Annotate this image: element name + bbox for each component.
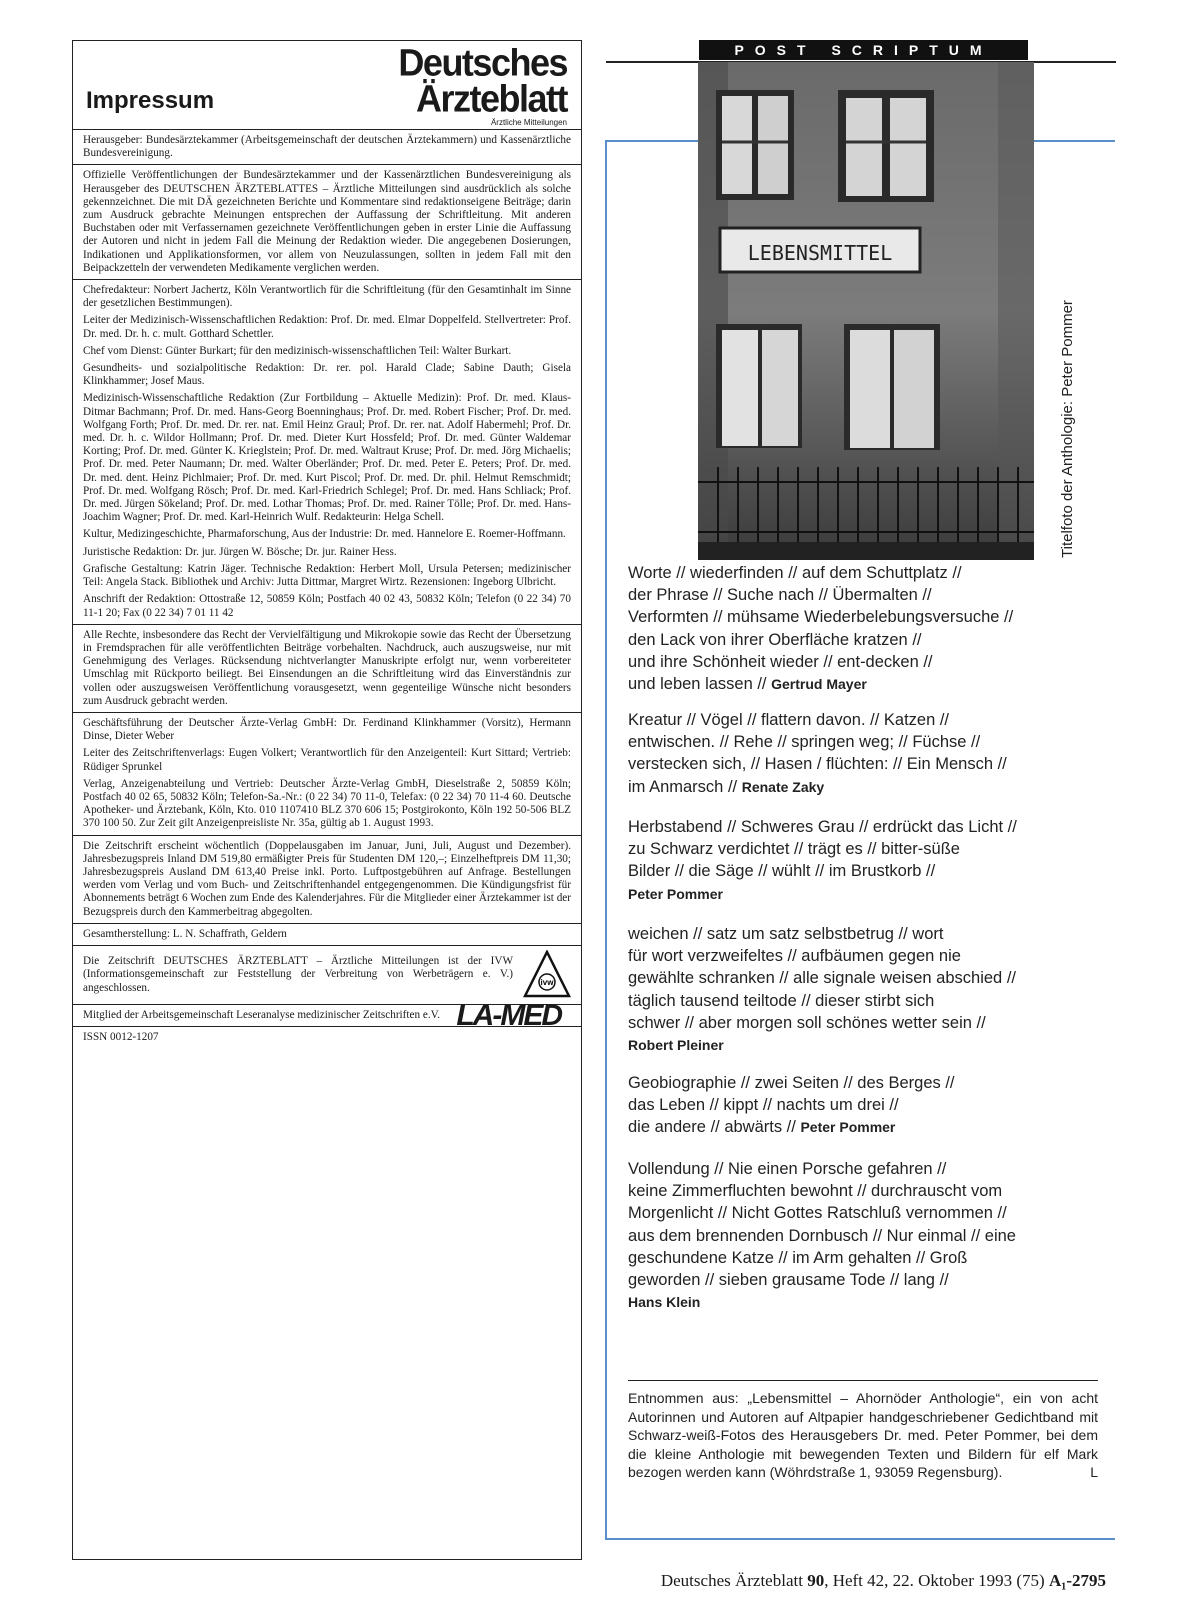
impressum-box (72, 40, 582, 1560)
sign-text: LEBENSMITTEL (747, 241, 893, 265)
subscription-text: Die Zeitschrift erscheint wöchentlich (Doppelausgaben im Januar, Juni, Juli, August und Dezember). Jahresbezugspreis Inland DM 519,80 ermäßigter Preis für Studenten DM 120,–; Einzelheftpreis DM 11,30; Jahresbezugspreis Ausland DM 613,40 Preise inkl. Porto. Luftpostgebühren auf Anfrage. Bestellungen werden vom Verlag und vom Buch- und Zeitschriftenhandel entgegengenommen. Die Kündigungsfrist für Abonnements beträgt 6 Wochen zum Ende des Kalenderjahres. Für die Mitglieder einer Ärztekammer ist der Bezugspreis durch den Kammerbeitrag abgegolten. (83, 839, 571, 918)
poem-line: täglich tausend teiltode // dieser stirbt sich (628, 991, 935, 1010)
lamed-text: Mitglied der Arbeitsgemeinschaft Leseranalyse medizinischer Zeitschriften e.V. (83, 1008, 441, 1021)
logo-subtitle: Ärztliche Mitteilungen (490, 118, 567, 127)
editorial-paragraph: Leiter der Medizinisch-Wissenschaftlichen Redaktion: Prof. Dr. med. Elmar Doppelfeld. Stellvertreter: Prof. Dr. med. Dr. h. c. mult. Gotthard Schettler. (83, 314, 571, 340)
footer-volume: 90 (807, 1571, 825, 1590)
editorial-paragraph: Medizinisch-Wissenschaftliche Redaktion (Zur Fortbildung – Aktuelle Medizin): Prof. Dr. med. Klaus-Ditmar Bachmann; Prof. Dr. med. Hans-Georg Boenninghaus; Prof. Dr. med. Robert Fischer; Prof. Dr. med. Wolfgang Forth; Prof. Dr. med. Dr. rer. nat. Emil Heinz Graul; Prof. Dr. rer. nat. Adolf Habermehl; Prof. Dr. med. Dr. h. c. Wildor Hollmann; Prof. Dr. med. Dieter Kurt Hossfeld; Prof. Dr. med. Günter Waldemar Korting; Prof. Dr. med. Günter K. Krieglstein; Prof. Dr. med. Waltraut Kruse; Prof. Dr. med. Jörg Michaelis; Prof. Dr. med. Peter Naumann; Dr. med. Walter Oberländer; Prof. Dr. med. Peter E. Peters; Prof. Dr. med. Dr. med. dent. Heinz Pichlmaier; Prof. Dr. med. Kurt Piscol; Prof. Dr. med. Dr. phil. Helmut Remschmidt; Prof. Dr. med. Wolfgang Rösch; Prof. Dr. med. Karl-Friedrich Schlegel; Prof. Dr. med. Hans Schliack; Prof. Dr. med. Jürgen Sökeland; Prof. Dr. med. Lothar Thomas; Prof. Dr. med. Rainer Tölle; Prof. Dr. med. Hans-Joachim Wagner; Prof. Dr. med. Karl-Heinrich Wulf. Redakteurin: Helga Schell. (83, 392, 571, 524)
impressum-title: Impressum (86, 87, 215, 114)
poem-last-line (628, 776, 1098, 798)
poem-line: Bilder // die Säge // wühlt // im Brustkorb // (628, 862, 936, 881)
ivw-logo-text: ivw (540, 977, 554, 987)
poem-line: das Leben // kippt // nachts um drei // (628, 1096, 899, 1115)
poem-author: Hans Klein (628, 1294, 701, 1311)
cover-photo (698, 62, 1034, 560)
poem-line: verstecken sich, // Hasen / flüchten: // Ein Mensch // (628, 755, 1007, 774)
ivw-section (73, 946, 581, 1005)
poem-line: Kreatur // Vögel // flattern davon. // Katzen // (628, 711, 950, 729)
poem-line: zu Schwarz verdichtet // trägt es // bitter-süße (628, 840, 960, 859)
issn-text: ISSN 0012-1207 (83, 1031, 159, 1044)
production-section (73, 924, 581, 946)
poem-hans-klein (628, 1158, 1098, 1313)
lamed-logo: LA-MED (456, 998, 561, 1032)
editorial-paragraph: Chefredakteur: Norbert Jachertz, Köln Verantwortlich für die Schriftleitung (für den Gesamtinhalt im Sinne der gesetzlichen Bestimmungen). (83, 284, 571, 310)
source-text: Entnommen aus: „Lebensmittel – Ahornöder Anthologie“, ein von acht Autorinnen und Autoren auf Altpapier handgeschriebener Gedichtband mit Schwarz-weiß-Fotos des Herausgebers Dr. med. Peter Pommer, bei dem die kleine Anthologie mit bewegenden Texten und Bildern für elf Mark bezogen werden kann (Wöhrdstraße 1, 93059 Regensburg). (628, 1390, 1098, 1480)
footer-page: A₁-2795 (1048, 1571, 1106, 1590)
production-text: Gesamtherstellung: L. N. Schaffrath, Geldern (83, 927, 287, 940)
poem-line: und leben lassen // (628, 675, 767, 694)
poem-line: weichen // satz um satz selbstbetrug // wort (628, 925, 944, 943)
source-end-mark: L (1090, 1464, 1098, 1480)
logo-line-2: Ärzteblatt (415, 76, 567, 120)
poem-peter-pommer-1 (628, 816, 1098, 905)
poem-line: Verformten // mühsame Wiederbelebungsversuche // (628, 608, 1014, 627)
poem-author: Renate Zaky (741, 778, 825, 795)
poem-line: im Anmarsch // (628, 777, 738, 796)
footer-issue: , Heft 42, 22. Oktober 1993 (75) (824, 1571, 1045, 1590)
editorial-section (73, 280, 581, 625)
post-scriptum-banner: POST SCRIPTUM (699, 40, 1028, 60)
page-footer (661, 1571, 1106, 1591)
editorial-paragraph: Juristische Redaktion: Dr. jur. Jürgen W. Bösche; Dr. jur. Rainer Hess. (83, 545, 397, 558)
poem-line: Geobiographie // zwei Seiten // des Berges // (628, 1074, 955, 1092)
poem-line: der Phrase // Suche nach // Übermalten // (628, 586, 932, 605)
poem-author: Peter Pommer (800, 1119, 896, 1136)
management-paragraph: Geschäftsführung der Deutscher Ärzte-Verlag GmbH: Dr. Ferdinand Klinkhammer (Vorsitz), Hermann Dinse, Dieter Weber (83, 716, 571, 743)
journal-logo (398, 40, 567, 127)
poem-line: keine Zimmerfluchten bewohnt // durchrauscht vom (628, 1182, 1003, 1201)
rights-text: Alle Rechte, insbesondere das Recht der Vervielfältigung und Mikrokopie sowie das Recht der Übersetzung in Fremdsprachen für alle veröffentlichten Beiträge vorbehalten. Nachdruck, auch auszugsweise, nur mit Genehmigung des Verlages. Rücksendung nichtverlangter Manuskripte erfolgt nur, wenn vorbereiteter Umschlag mit Rückporto beiliegt. Bei Einsendungen an die Schriftleitung wird das Einverständnis zur vollen oder auszugsweisen Veröffentlichung vorausgesetzt, wenn gegenteilige Wünsche nicht besonders zum Ausdruck gebracht werden. (83, 628, 571, 707)
impressum-header (73, 41, 581, 130)
poem-line: den Lack von ihrer Oberfläche kratzen // (628, 630, 922, 649)
poem-line: Herbstabend // Schweres Grau // erdrückt das Licht // (628, 818, 1017, 836)
poem-line: Worte // wiederfinden // auf dem Schuttplatz // (628, 564, 962, 582)
poem-line: entwischen. // Rehe // springen weg; // Füchse // (628, 733, 981, 752)
poem-last-line (628, 1116, 1098, 1138)
editorial-paragraph: Kultur, Medizingeschichte, Pharmaforschung, Aus der Industrie: Dr. med. Hannelore E. Roemer-Hoffmann. (83, 528, 566, 541)
poem-line: geschundene Katze // im Arm gehalten // Groß (628, 1248, 968, 1267)
poem-author: Peter Pommer (628, 885, 723, 902)
poem-line: die andere // abwärts // (628, 1118, 796, 1137)
publisher-section (73, 130, 581, 165)
poem-last-line (628, 673, 1098, 695)
official-notice-section (73, 165, 581, 280)
poem-author: Gertrud Mayer (771, 676, 867, 693)
management-paragraph: Verlag, Anzeigenabteilung und Vertrieb: Deutscher Ärzte-Verlag GmbH, Dieselstraße 2, 50859 Köln; Postfach 40 02 65, 50832 Köln; Telefon-Sa.-Nr.: (0 22 34) 70 11-0, Telefax: (0 22 34) 70 11-4 60. Deutsche Apotheker- und Ärztebank, Köln, Kto. 010 1107410 BLZ 370 606 15; Postgirokonto, Köln 192 50-506 BLZ 370 100 50. Zur Zeit gilt Anzeigenpreisliste Nr. 35a, gültig ab 1. August 1993. (83, 777, 571, 830)
editorial-paragraph: Grafische Gestaltung: Katrin Jäger. Technische Redaktion: Herbert Moll, Ursula Petersen; medizinischer Teil: Angela Stack. Bibliothek und Archiv: Jutta Dittmar, Margret Wirtz. Rezensionen: Ingeborg Ulbricht. (83, 562, 571, 589)
lamed-section (73, 998, 581, 1032)
poem-peter-pommer-2 (628, 1072, 1098, 1139)
lower-right-shutters (844, 324, 940, 450)
subscription-section (73, 836, 581, 924)
official-notice-text: Offizielle Veröffentlichungen der Bundesärztekammer und der Kassenärztlichen Bundesvereinigung als Herausgeber des DEUTSCHEN ÄRZTEBLATTES – Ärztliche Mitteilungen sind ausdrücklich als solche gekennzeichnet. Die mit DÄ gezeichneten Berichte und Kommentare sind redaktionseigene Beiträge; darin zum Ausdruck gebrachte Meinungen entsprechen der Auffassung der Schriftleitung. Mit anderen Buchstaben oder mit Verfassernamen gezeichnete Veröffentlichungen geben in erster Linie die Auffassung der Autoren und nicht in jedem Fall die Meinung der Redaktion wieder. Die angegebenen Dosierungen, Indikationen und Applikationsformen, vor allem von Neuzulassungen, sollten in jedem Fall mit den Beipackzetteln der verwendeten Medikamente verglichen werden. (83, 169, 571, 274)
publisher-text: Herausgeber: Bundesärztekammer (Arbeitsgemeinschaft der deutschen Ärztekammern) und Kassenärztliche Bundesvereinigung. (83, 134, 571, 160)
rights-section (73, 625, 581, 713)
poem-author: Robert Pleiner (628, 1037, 724, 1054)
source-note (628, 1380, 1098, 1482)
poem-line: schwer // aber morgen soll schönes wetter sein // (628, 1013, 986, 1032)
management-paragraph: Leiter des Zeitschriftenverlags: Eugen Volkert; Verantwortlich für den Anzeigenteil: Kurt Sittard; Vertrieb: Rüdiger Sprunkel (83, 747, 571, 773)
footer-journal: Deutsches Ärzteblatt (660, 1571, 803, 1590)
upper-right-window (838, 90, 934, 202)
logo-line-1: Deutsches (398, 40, 567, 84)
ivw-text: Die Zeitschrift DEUTSCHES ÄRZTEBLATT – Ärztliche Mitteilungen ist der IVW (Informationsgemeinschaft zur Feststellung der Verbreitung von Werbeträgern e. V.) angeschlossen. (83, 955, 513, 994)
lower-left-shutters (716, 324, 802, 448)
editorial-paragraph: Gesundheits- und sozialpolitische Redaktion: Dr. rer. pol. Harald Clade; Sabine Dauth; Gisela Klinkhammer; Josef Maus. (83, 362, 571, 388)
editorial-paragraph: Chef vom Dienst: Günter Burkart; für den medizinisch-wissenschaftlichen Teil: Walter Burkart. (83, 344, 512, 357)
poem-line: für wort verzweifeltes // aufbäumen gegen nie (628, 947, 961, 966)
ivw-logo-icon (523, 950, 571, 1000)
editorial-paragraph: Anschrift der Redaktion: Ottostraße 12, 50859 Köln; Postfach 40 02 43, 50832 Köln; Telefon (0 22 34) 70 11-1 20; Fax (0 22 34) 7 01 11 42 (83, 593, 571, 619)
poem-line: Vollendung // Nie einen Porsche gefahren // (628, 1160, 947, 1178)
lebensmittel-sign (720, 228, 920, 272)
photo-credit: Titelfoto der Anthologie: Peter Pommer (1059, 300, 1076, 558)
poem-robert-pleiner (628, 923, 1098, 1056)
poem-line: gewählte schranken // alle signale weisen abschied // (628, 969, 1016, 988)
poem-line: Morgenlicht // Nicht Gottes Ratschluß vernommen // (628, 1204, 1007, 1223)
poem-gertrud-mayer (628, 562, 1098, 695)
poem-line: und ihre Schönheit wieder // ent-decken // (628, 652, 933, 671)
management-section (73, 713, 581, 836)
poem-renate-zaky (628, 709, 1098, 798)
upper-left-window (716, 90, 794, 200)
poem-line: aus dem brennenden Dornbusch // Nur einmal // eine (628, 1226, 1016, 1245)
poem-line: geworden // sieben grausame Tode // lang // (628, 1271, 949, 1290)
